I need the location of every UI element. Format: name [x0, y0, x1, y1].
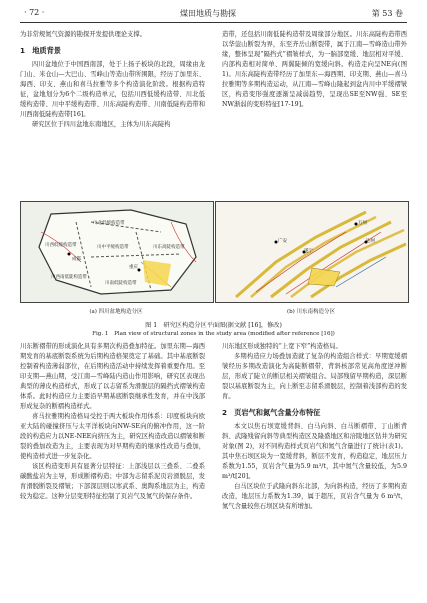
journal-name: 煤田地质与勘探 — [180, 9, 236, 18]
paragraph: 川东地区形成独特的“上宽下窄”构造格局。 — [222, 343, 342, 350]
paragraph: 该区构造变形具有显著分层特征：上部浅层以三叠系、二叠系碳酸盐岩为主导，形成断褶构造；中部为志留系泥页岩滑脱层，发育滑脱断裂及褶皱；下部深层则以寒武系、奥陶系地层为主，构造较为稳定。这种分层变形特征控制了页岩气及氮气的保存条件。 — [20, 463, 205, 500]
map-southeast-sichuan — [215, 201, 409, 303]
header-rule — [20, 22, 407, 23]
right-column-top — [222, 30, 407, 110]
paragraph: 本文以焦石坝宽缓背斜、白马向斜、白马断褶带、丁山断背斜、武隆残留向斜等典型构造区及隆盛地区和涪陵地区钻井为研究对象(图 2)，对不同构造样式页岩气和氮气含量进行了统计(表1)。其中焦石坝区块为一宽缓背斜，断层不发育，构造稳定，地层压力系数为1.55，页岩含气量为5.9 m³/t，其中氮气含量较低，为5.9 m³/t[20]。 — [222, 423, 407, 480]
figure-1 — [20, 201, 407, 319]
zone-label: 川西低缓构造带 — [45, 243, 77, 248]
figure-caption-en: Fig. 1 Plan view of structural zones in the study area (modified after reference [16]) — [92, 331, 335, 337]
map-b-caption: (b) 川东南构造分区 — [286, 309, 336, 315]
zone-label: 川中平缓构造带 — [97, 245, 129, 250]
paragraph: 造带，还包括川南低陡构造带及周缘部分地区。川东高陡构造带西以华蓥山断裂为界，东至齐岳山断裂带，属于江南—雪峰造山带外缘，整体呈现“隔挡式”褶皱样式，为一脑部宽缓、地层相对平缓、内部构造相对简单、两翼陡倾的宽缓向斜。构造走向呈NE向(图1)。川东高陡构造带经历了加里东—海西期、印支期、燕山—喜马拉雅期等多期构造运动，从江南—雪峰山隆起到盆内川中平缓褶皱区，构造变形强度逐渐呈减弱趋势，呈现出SE至NW强、SE至NW渐弱的变形特征[17-19]。 — [222, 31, 407, 108]
figure-caption-cn: 图 1 研究区构造分区平面图(据文献 [16]，修改) — [145, 322, 282, 329]
right-column-bottom — [222, 342, 407, 512]
map-a-drawing — [21, 202, 213, 302]
paragraph: 四川盆地位于中国西南部，处于上扬子板块的北段，周缘由龙门山、米仓山—大巴山、雪峰山等造山带所围限，经历了加里东、海西、印支、燕山和喜马拉雅等多个构造演化阶段。根据构造特征，盆地划分为6个二级构造单元，包括川西低缓构造带、川北低缓构造带、川中平缓构造带、川东高陡构造带、川南低陡构造带和川西南低陡构造带[16]。 — [20, 61, 205, 118]
paragraph: 白马区块位于武隆向斜东北部，为向斜构造，经历了多期构造改造，地层压力系数为1.39，属于超压，页岩含气量为 6 m³/t，氮气含量较焦石坝区块有所增加。 — [222, 483, 407, 510]
paragraph: 川东断褶带的形成演化具有多期次构造叠加特征。加里东期—海西期发育的基底断裂系统为后期构造格架奠定了基础。其中基底断裂控制着构造薄弱部位，在后期构造活动中持续发挥着重要作用。至印支期—燕山期，受江南—雪峰陆内造山作用影响，研究区表现出典型的薄皮构造样式，形成了以志留系为滑脱层的隔挡式褶皱构造体系。此时构造应力主要沿早期基底断裂继承性发育，并在中浅部形成复杂的断褶构造样式。 — [20, 343, 205, 410]
volume-label: 第 53 卷 — [371, 9, 403, 18]
city-label: 万州 — [358, 221, 367, 226]
left-column-top — [20, 30, 205, 130]
paragraph: 为非常规氮气资源的勘探开发提供理论支撑。 — [20, 31, 146, 38]
section-heading: 2 页岩气和氮气含量分布特征 — [222, 408, 321, 417]
city-label: 遂宁 — [304, 249, 313, 254]
zone-label: 川北低缓构造带 — [93, 221, 125, 226]
city-label: 广安 — [278, 239, 287, 244]
zone-label: 川西南低陡构造带 — [51, 275, 87, 280]
zone-label: 川南低陡构造带 — [105, 281, 137, 286]
page-header — [0, 0, 427, 28]
map-sichuan-basin — [20, 201, 214, 303]
city-label: 重庆 — [129, 265, 138, 270]
city-label: 成都 — [72, 257, 81, 262]
paragraph: 多期构造应力场叠加造就了复杂的构造组合样式：早期宽缓褶皱经历多期改造演化为高陡断褶带，背斜核部常见高角度逆冲断层，形成了陡立的断层相关褶皱组合。局部残留早期构造，深层断裂以基底断裂为主，向上断至志留系滑脱层，控制着浅部构造的发育。 — [222, 353, 407, 400]
map-a-caption: (a) 四川盆地构造分区 — [89, 309, 143, 315]
paragraph: 研究区位于四川盆地东南地区，主体为川东高陡构 — [32, 121, 171, 128]
zone-label: 川东高陡构造带 — [153, 245, 185, 250]
left-column-bottom — [20, 342, 205, 502]
city-label: 达州 — [366, 239, 375, 244]
page-number: · 72 · — [24, 8, 45, 17]
section-heading: 1 地质背景 — [20, 46, 61, 55]
paragraph: 喜马拉雅期构造格局受控于两大板块作用体系：印度板块向欧亚大陆的碰撞挤压与太平洋板块向NW-SE向的俯冲作用，这一阶段的构造应力以NE-NEE向挤压为主，研究区构造改造以褶皱和断裂的叠加改造为主，主要表现为对早期构造的继承性改造与叠加，使构造样式进一步复杂化。 — [20, 413, 205, 460]
